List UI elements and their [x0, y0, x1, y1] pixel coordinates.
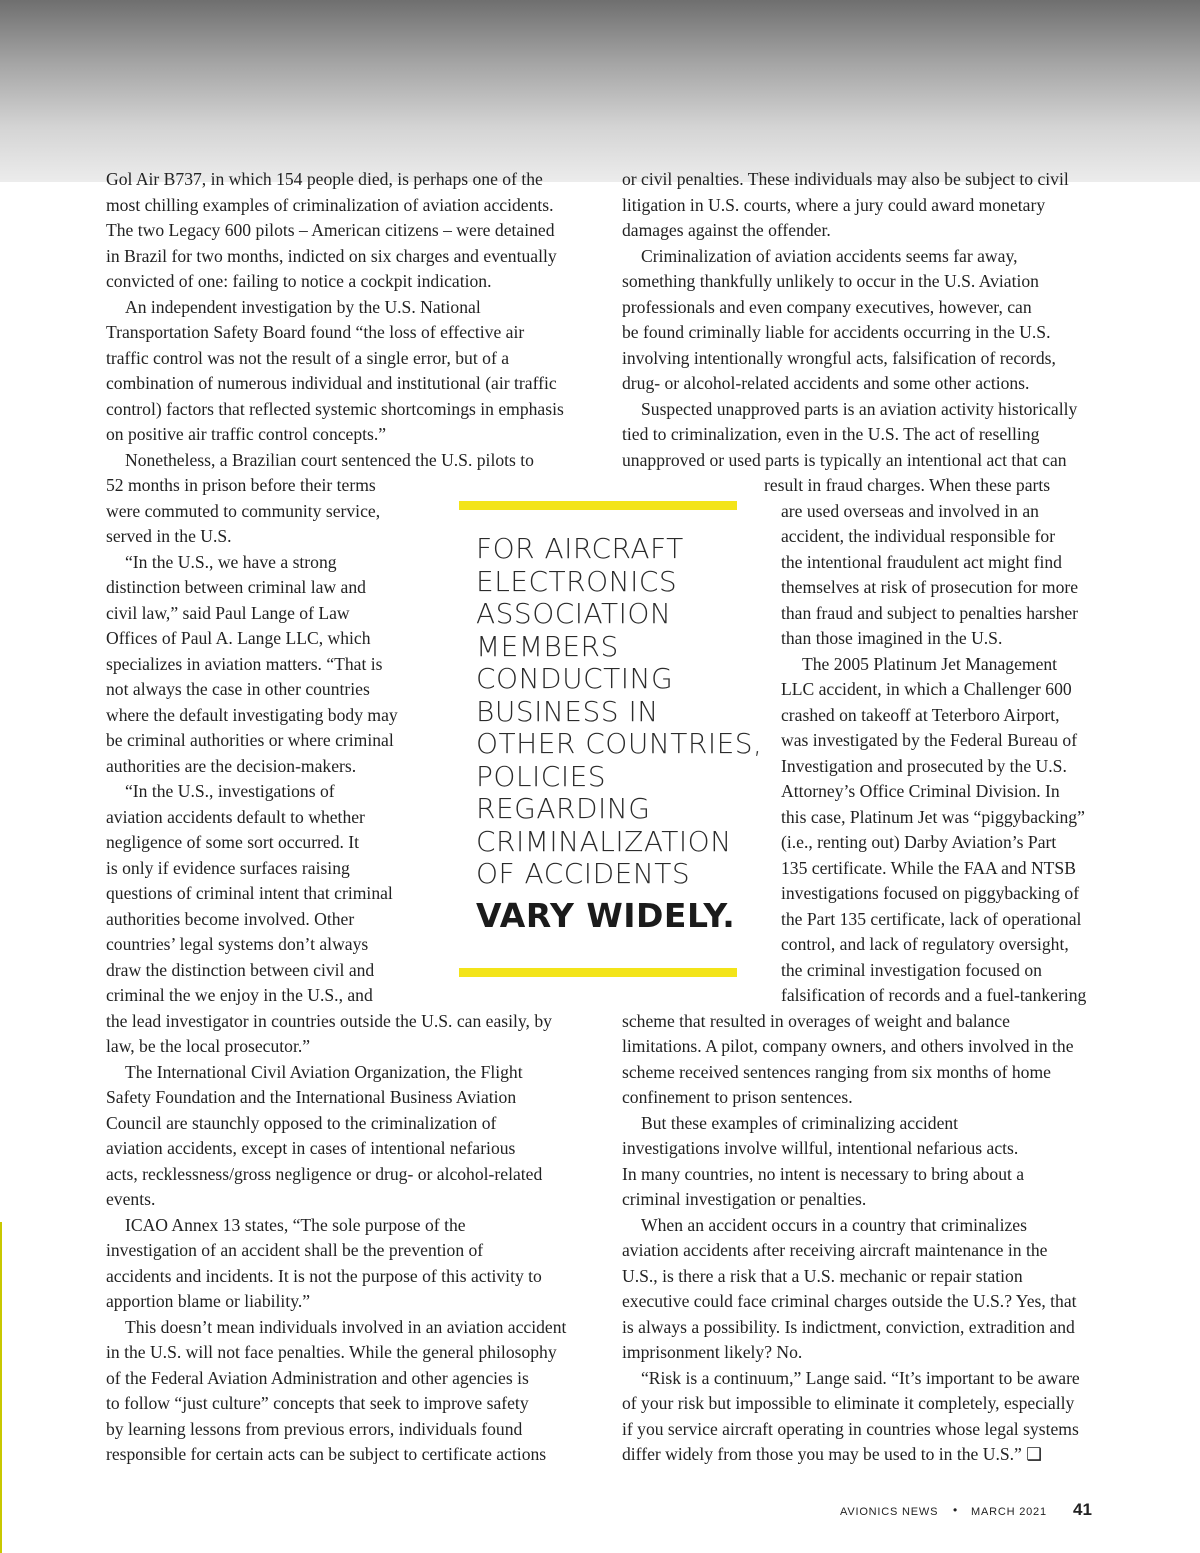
pull-quote-line: OTHER COUNTRIES,: [476, 727, 763, 760]
text-line: than those imagined in the U.S.: [781, 628, 1003, 648]
text-line: served in the U.S.: [106, 526, 232, 546]
text-line: professionals and even company executives, however, can: [622, 297, 1032, 317]
text-line: investigation of an accident shall be the prevention of: [106, 1240, 484, 1260]
text-line: crashed on takeoff at Teterboro Airport,: [781, 705, 1060, 725]
page-number: 41: [1073, 1500, 1092, 1519]
text-line: But these examples of criminalizing accident: [641, 1113, 959, 1133]
text-line: The 2005 Platinum Jet Management: [802, 654, 1058, 674]
text-line: Suspected unapproved parts is an aviation activity historically: [641, 399, 1078, 419]
text-line: result in fraud charges. When these parts: [764, 475, 1051, 495]
text-line: on positive air traffic control concepts.”: [106, 424, 387, 444]
text-line: aviation accidents default to whether: [106, 807, 365, 827]
text-line: in the U.S. will not face penalties. While the general philosophy: [106, 1342, 557, 1362]
text-line: is only if evidence surfaces raising: [106, 858, 350, 878]
text-line: drug- or alcohol-related accidents and some other actions.: [622, 373, 1030, 393]
text-line: criminal investigation or penalties.: [622, 1189, 867, 1209]
text-line: Transportation Safety Board found “the loss of effective air: [106, 322, 525, 342]
text-line: be criminal authorities or where criminal: [106, 730, 394, 750]
text-line: events.: [106, 1189, 156, 1209]
text-line: ICAO Annex 13 states, “The sole purpose of the: [125, 1215, 466, 1235]
text-line: countries’ legal systems don’t always: [106, 934, 369, 954]
text-line: negligence of some sort occurred. It: [106, 832, 360, 852]
text-line: Gol Air B737, in which 154 people died, is perhaps one of the: [106, 169, 543, 189]
pull-quote-line: REGARDING: [476, 792, 651, 825]
text-line: accidents and incidents. It is not the purpose of this activity to: [106, 1266, 542, 1286]
text-line: control) factors that reflected systemic shortcomings in emphasis: [106, 399, 564, 419]
pull-quote-line: FOR AIRCRAFT: [476, 532, 684, 565]
pull-quote: [459, 501, 763, 977]
text-line: aviation accidents after receiving aircraft maintenance in the: [622, 1240, 1048, 1260]
text-line: civil law,” said Paul Lange of Law: [106, 603, 350, 623]
text-line: scheme that resulted in overages of weight and balance: [622, 1011, 1010, 1031]
pull-quote-line: MEMBERS: [476, 629, 619, 663]
text-line: by learning lessons from previous errors, individuals found: [106, 1419, 523, 1439]
text-line: Attorney’s Office Criminal Division. In: [781, 781, 1060, 801]
text-line: Nonetheless, a Brazilian court sentenced the U.S. pilots to: [125, 450, 534, 470]
text-line: (i.e., renting out) Darby Aviation’s Part: [781, 832, 1057, 852]
text-line: in Brazil for two months, indicted on six charges and eventually: [106, 246, 557, 266]
text-line: themselves at risk of prosecution for more: [781, 577, 1079, 597]
text-line: “In the U.S., investigations of: [125, 781, 335, 801]
text-line: was investigated by the Federal Bureau of: [781, 730, 1078, 750]
text-line: 52 months in prison before their terms: [106, 475, 376, 495]
text-line: damages against the offender.: [622, 220, 831, 240]
text-line: Council are staunchly opposed to the criminalization of: [106, 1113, 497, 1133]
text-line: authorities become involved. Other: [106, 909, 355, 929]
text-line: When an accident occurs in a country that criminalizes: [641, 1215, 1027, 1235]
footer-publication: AVIONICS NEWS: [840, 1506, 939, 1518]
footer-date: MARCH 2021: [971, 1506, 1047, 1518]
text-line: convicted of one: failing to notice a cockpit indication.: [106, 271, 492, 291]
pull-quote-line: ASSOCIATION: [476, 597, 672, 630]
text-line: the Part 135 certificate, lack of operational: [781, 909, 1082, 929]
text-line: litigation in U.S. courts, where a jury could award monetary: [622, 195, 1046, 215]
text-line: aviation accidents, except in cases of intentional nefarious: [106, 1138, 516, 1158]
text-line: confinement to prison sentences.: [622, 1087, 853, 1107]
text-line: accident, the individual responsible for: [781, 526, 1056, 546]
text-line: are used overseas and involved in an: [781, 501, 1039, 521]
text-line: the intentional fraudulent act might find: [781, 552, 1062, 572]
text-line: investigations focused on piggybacking of: [781, 883, 1080, 903]
text-line: limitations. A pilot, company owners, and others involved in the: [622, 1036, 1074, 1056]
text-line: The International Civil Aviation Organization, the Flight: [125, 1062, 523, 1082]
text-line: acts, recklessness/gross negligence or drug- or alcohol-related: [106, 1164, 543, 1184]
text-line: traffic control was not the result of a single error, but of a: [106, 348, 510, 368]
text-line: An independent investigation by the U.S. National: [125, 297, 481, 317]
text-line: falsification of records and a fuel-tankering: [781, 985, 1087, 1005]
pull-quote-top-bar: [459, 501, 737, 510]
pull-quote-line: ELECTRONICS: [476, 564, 678, 598]
text-line: Criminalization of aviation accidents seems far away,: [641, 246, 1018, 266]
text-line: “Risk is a continuum,” Lange said. “It’s important to be aware: [641, 1368, 1080, 1388]
text-line: the criminal investigation focused on: [781, 960, 1042, 980]
pull-quote-line: OF ACCIDENTS: [476, 857, 691, 890]
text-line: tied to criminalization, even in the U.S. The act of reselling: [622, 424, 1040, 444]
text-line: Investigation and prosecuted by the U.S.: [781, 756, 1067, 776]
text-line: LLC accident, in which a Challenger 600: [781, 679, 1072, 699]
text-line: The two Legacy 600 pilots – American citizens – were detained: [106, 220, 555, 240]
text-line: investigations involve willful, intentional nefarious acts.: [622, 1138, 1019, 1158]
text-line: of the Federal Aviation Administration and other agencies is: [106, 1368, 529, 1388]
pull-quote-emphasis: VARY WIDELY.: [476, 896, 736, 935]
footer-separator: •: [953, 1503, 958, 1517]
pull-quote-line: BUSINESS IN: [476, 694, 659, 728]
text-line: most chilling examples of criminalization of aviation accidents.: [106, 195, 554, 215]
text-line: scheme received sentences ranging from six months of home: [622, 1062, 1051, 1082]
text-line: be found criminally liable for accidents occurring in the U.S.: [622, 322, 1051, 342]
text-line: to follow “just culture” concepts that seek to improve safety: [106, 1393, 529, 1413]
text-line: This doesn’t mean individuals involved in an aviation accident: [125, 1317, 567, 1337]
pull-quote-bottom-bar: [459, 968, 737, 977]
pull-quote-line: CRIMINALIZATION: [476, 824, 732, 858]
text-line: differ widely from those you may be used to in the U.S.” ❑: [622, 1444, 1043, 1464]
text-line: where the default investigating body may: [106, 705, 398, 725]
text-line: “In the U.S., we have a strong: [125, 552, 337, 572]
text-line: were commuted to community service,: [106, 501, 381, 521]
text-line: Safety Foundation and the International Business Aviation: [106, 1087, 517, 1107]
text-line: 135 certificate. While the FAA and NTSB: [781, 858, 1076, 878]
text-line: executive could face criminal charges outside the U.S.? Yes, that: [622, 1291, 1077, 1311]
text-line: the lead investigator in countries outside the U.S. can easily, by: [106, 1011, 552, 1031]
text-line: authorities are the decision-makers.: [106, 756, 357, 776]
text-line: responsible for certain acts can be subject to certificate actions: [106, 1444, 547, 1464]
text-line: unapproved or used parts is typically an intentional act that can: [622, 450, 1067, 470]
text-line: imprisonment likely? No.: [622, 1342, 803, 1362]
text-line: or civil penalties. These individuals may also be subject to civil: [622, 169, 1069, 189]
text-line: law, be the local prosecutor.”: [106, 1036, 311, 1056]
pull-quote-line: POLICIES: [476, 759, 607, 793]
text-line: criminal the we enjoy in the U.S., and: [106, 985, 373, 1005]
header-gradient-band: [0, 0, 1200, 182]
text-line: not always the case in other countries: [106, 679, 370, 699]
text-line: In many countries, no intent is necessary to bring about a: [622, 1164, 1025, 1184]
text-line: U.S., is there a risk that a U.S. mechanic or repair station: [622, 1266, 1023, 1286]
text-line: control, and lack of regulatory oversight,: [781, 934, 1069, 954]
text-line: combination of numerous individual and institutional (air traffic: [106, 373, 557, 393]
text-line: specializes in aviation matters. “That is: [106, 654, 383, 674]
text-line: questions of criminal intent that criminal: [106, 883, 393, 903]
text-line: Offices of Paul A. Lange LLC, which: [106, 628, 371, 648]
text-line: draw the distinction between civil and: [106, 960, 375, 980]
text-line: than fraud and subject to penalties harsher: [781, 603, 1079, 623]
text-line: something thankfully unlikely to occur in the U.S. Aviation: [622, 271, 1039, 291]
text-line: of your risk but impossible to eliminate it completely, especially: [622, 1393, 1075, 1413]
text-line: if you service aircraft operating in countries whose legal systems: [622, 1419, 1079, 1439]
text-line: is always a possibility. Is indictment, conviction, extradition and: [622, 1317, 1075, 1337]
text-line: this case, Platinum Jet was “piggybacking”: [781, 807, 1085, 827]
text-line: distinction between criminal law and: [106, 577, 366, 597]
pull-quote-line: CONDUCTING: [476, 662, 674, 695]
text-line: apportion blame or liability.”: [106, 1291, 311, 1311]
left-edge-rule: [0, 1222, 2, 1553]
text-line: involving intentionally wrongful acts, falsification of records,: [622, 348, 1056, 368]
